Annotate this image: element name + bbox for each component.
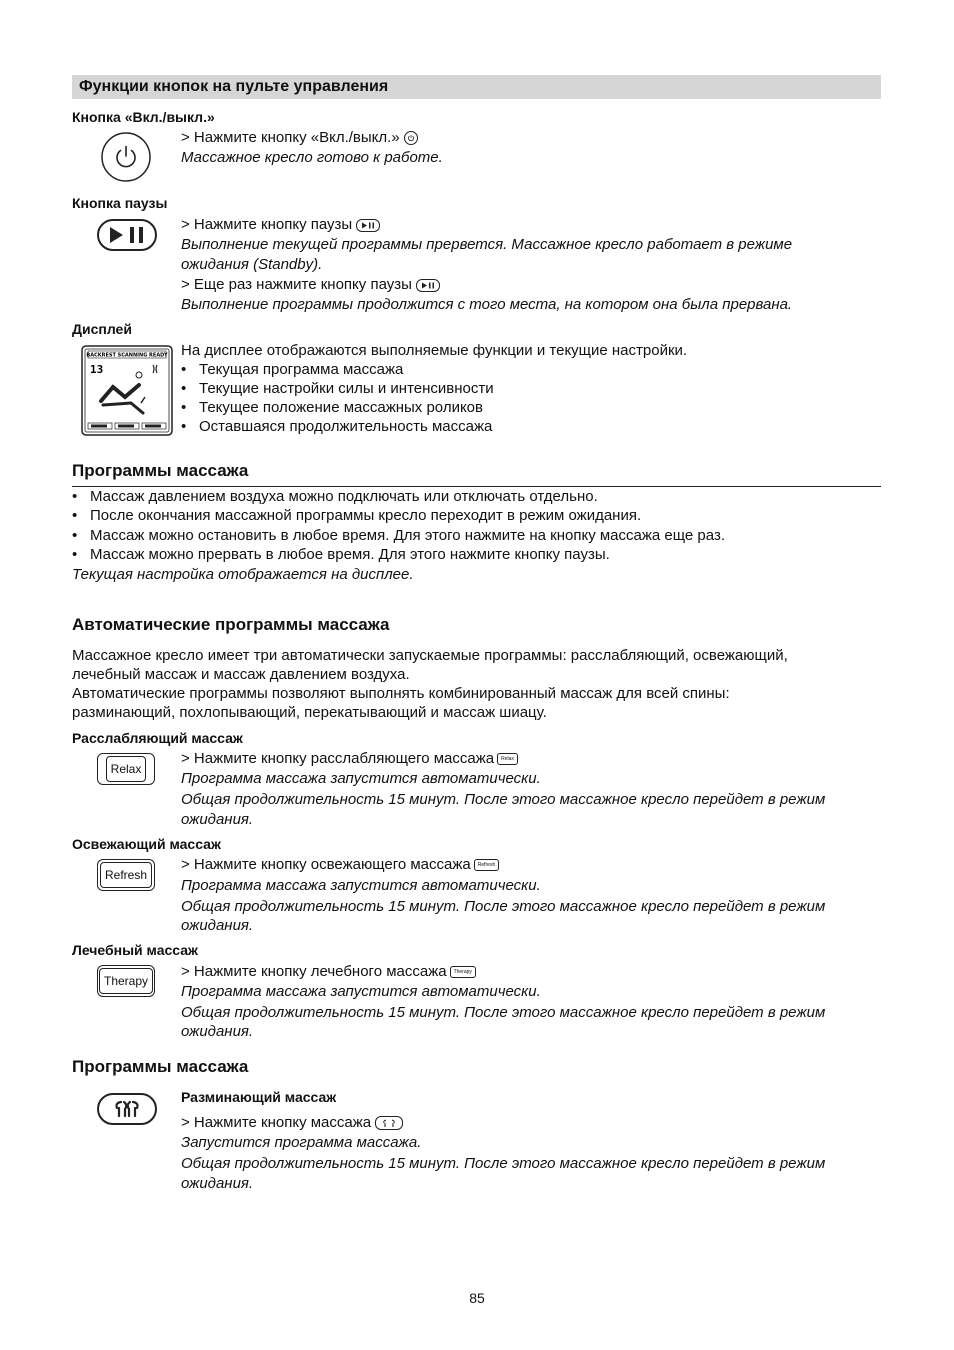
relax-mini-icon: Relax — [497, 753, 518, 765]
page-number: 85 — [469, 1290, 485, 1306]
pause-result2: Выполнение программы продолжится с того места, на котором она была прервана. — [181, 296, 793, 313]
therapy-step-line — [181, 962, 476, 982]
pause-result1-line2: ожидания (Standby). — [181, 256, 323, 273]
display-illustration — [81, 345, 173, 436]
refresh-result3: ожидания. — [181, 917, 254, 934]
power-button-illustration — [101, 132, 151, 182]
programs1-bullet: • Массаж давлением воздуха можно подключать или отключать отдельно. — [72, 488, 598, 505]
programs1-bullet: • После окончания массажной программы кресло переходит в режим ожидания. — [72, 507, 642, 524]
auto-p2-line1: Автоматические программы позволяют выполнять комбинированный массаж для всей спины: — [72, 685, 730, 702]
knead-result2: Общая продолжительность 15 минут. После этого массажное кресло перейдет в режим — [181, 1155, 826, 1172]
programs1-bullet: • Массаж можно остановить в любое время. Для этого нажмите на кнопку массажа еще раз. — [72, 527, 725, 544]
programs1-heading: Программы массажа — [72, 461, 249, 480]
power-result: Массажное кресло готово к работе. — [181, 149, 443, 166]
programs2-heading: Программы массажа — [72, 1057, 249, 1076]
therapy-result2: Общая продолжительность 15 минут. После этого массажное кресло перейдет в режим — [181, 1004, 826, 1021]
pause-step1: > Нажмите кнопку паузы — [181, 216, 353, 233]
refresh-step-line — [181, 855, 499, 875]
relax-step-line — [181, 749, 518, 769]
refresh-button-illustration — [97, 859, 155, 891]
relax-step: > Нажмите кнопку расслабляющего массажа — [181, 750, 495, 767]
knead-result1: Запустится программа массажа. — [181, 1134, 422, 1151]
therapy-title: Лечебный массаж — [72, 942, 198, 958]
therapy-result3: ожидания. — [181, 1023, 254, 1040]
refresh-title: Освежающий массаж — [72, 836, 221, 852]
power-step: > Нажмите кнопку «Вкл./выкл.» — [181, 129, 400, 146]
display-item: • Текущие настройки силы и интенсивности — [181, 380, 494, 397]
display-screen-label: BACKREST SCANNING READY — [86, 352, 168, 359]
refresh-step: > Нажмите кнопку освежающего массажа — [181, 856, 471, 873]
play-pause-icon — [97, 219, 157, 251]
therapy-mini-icon: Therapy — [450, 966, 476, 978]
therapy-button-illustration — [97, 965, 155, 997]
relax-result2: Общая продолжительность 15 минут. После этого массажное кресло перейдет в режим — [181, 791, 826, 808]
refresh-result1: Программа массажа запустится автоматически. — [181, 877, 541, 894]
relax-button-illustration — [97, 753, 155, 785]
knead-step-line — [181, 1113, 403, 1133]
therapy-step: > Нажмите кнопку лечебного массажа — [181, 963, 447, 980]
auto-p2-line2: разминающий, похлопывающий, перекатывающий и массаж шиацу. — [72, 704, 547, 721]
knead-button-illustration — [97, 1093, 157, 1125]
display-title: Дисплей — [72, 321, 132, 337]
display-screen-number: 13 — [90, 363, 104, 376]
pause-step2: > Еще раз нажмите кнопку паузы — [181, 276, 412, 293]
relax-result3: ожидания. — [181, 811, 254, 828]
power-icon — [101, 132, 151, 182]
knead-step: > Нажмите кнопку массажа — [181, 1114, 372, 1131]
knead-mini-icon — [375, 1116, 403, 1130]
relax-title: Расслабляющий массаж — [72, 730, 243, 746]
knead-icon — [97, 1093, 157, 1125]
play-pause-mini-icon — [356, 219, 380, 232]
display-screen-icon — [81, 345, 173, 436]
display-intro: На дисплее отображаются выполняемые функции и текущие настройки. — [181, 342, 688, 359]
power-mini-icon — [404, 131, 418, 145]
knead-title: Разминающий массаж — [181, 1089, 337, 1105]
refresh-button-label: Refresh — [100, 862, 152, 888]
relax-result1: Программа массажа запустится автоматически. — [181, 770, 541, 787]
auto-p1-line1: Массажное кресло имеет три автоматически запускаемые программы: расслабляющий, освежающий, — [72, 647, 788, 664]
pause-button-illustration — [97, 219, 157, 251]
display-item: • Текущая программа массажа — [181, 361, 404, 378]
knead-result3: ожидания. — [181, 1175, 254, 1192]
relax-button-label: Relax — [106, 756, 147, 782]
pause-step2-line — [181, 275, 440, 295]
refresh-mini-icon: Refresh — [474, 859, 500, 871]
display-item: • Оставшаяся продолжительность массажа — [181, 418, 493, 435]
section-header-bar — [72, 75, 881, 99]
pause-step1-line — [181, 215, 380, 235]
power-step-line — [181, 128, 418, 148]
auto-heading: Автоматические программы массажа — [72, 615, 390, 634]
play-pause-mini-icon — [416, 279, 440, 292]
therapy-button-label: Therapy — [99, 968, 153, 994]
programs1-bullet: • Массаж можно прервать в любое время. Для этого нажмите кнопку паузы. — [72, 546, 610, 563]
refresh-result2: Общая продолжительность 15 минут. После этого массажное кресло перейдет в режим — [181, 898, 826, 915]
pause-title: Кнопка паузы — [72, 195, 168, 211]
section-header-title: Функции кнопок на пульте управления — [79, 78, 389, 95]
programs1-note: Текущая настройка отображается на дисплее. — [72, 566, 414, 583]
pause-result1-line1: Выполнение текущей программы прервется. Массажное кресло работает в режиме — [181, 236, 793, 253]
therapy-result1: Программа массажа запустится автоматически. — [181, 983, 541, 1000]
power-title: Кнопка «Вкл./выкл.» — [72, 109, 215, 125]
display-item: • Текущее положение массажных роликов — [181, 399, 483, 416]
auto-p1-line2: лечебный массаж и массаж давлением воздуха. — [72, 666, 410, 683]
